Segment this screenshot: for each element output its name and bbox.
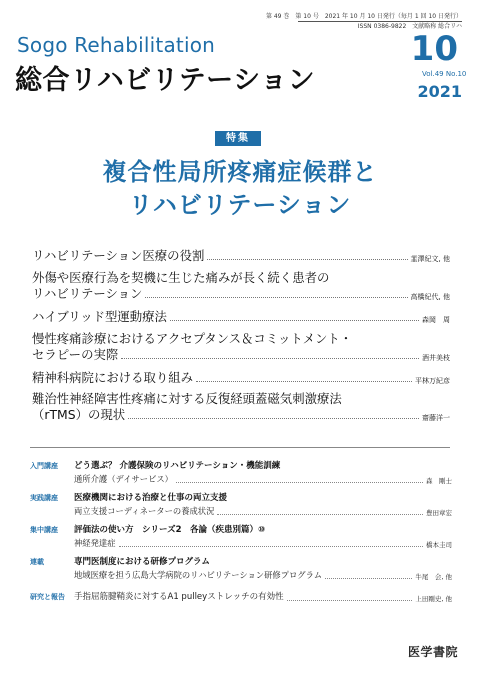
series-title: 評価法の使い方 シリーズ2 各論（疾患別篇）⑩ <box>74 525 266 535</box>
leader-dots <box>176 482 423 483</box>
leader-dots <box>119 546 424 547</box>
article-title: 難治性神経障害性疼痛に対する反復経頭蓋磁気刺激療法 <box>32 391 342 406</box>
article-title: （rTMS）の現状 <box>32 407 126 422</box>
series-subtitle: 手指屈筋腱鞘炎に対するA1 pulleyストレッチの有効性 <box>74 592 284 602</box>
article-title: リハビリテーション医療の役割 <box>32 248 205 263</box>
leader-dots <box>217 514 423 515</box>
article-title: 慢性疼痛診療におけるアクセプタンス＆コミットメント・ <box>32 331 353 346</box>
article[interactable] <box>32 331 450 363</box>
series-category: 連載 <box>30 558 44 566</box>
series-title: 医療機関における治療と仕事の両立支援 <box>74 493 228 503</box>
meta-divider <box>298 21 462 22</box>
series-category: 実践講座 <box>30 494 58 502</box>
article[interactable] <box>32 248 450 264</box>
series-title: 専門医制度における研修プログラム <box>74 557 210 567</box>
article[interactable] <box>32 391 450 423</box>
article-author: 高橋紀代, 他 <box>410 293 450 301</box>
article[interactable] <box>32 309 450 325</box>
issue-info: 第 49 巻 第 10 号 2021 年 10 月 10 日発行（毎月 1 回 10 日発行） <box>265 13 462 20</box>
series-author: 森 剛士 <box>426 477 452 485</box>
section-divider <box>30 447 450 448</box>
series-author: 橋本圭司 <box>426 541 452 549</box>
leader-dots <box>170 320 419 321</box>
feature-label: 特集 <box>215 131 261 146</box>
article-author: 平林万紀彦 <box>415 377 450 385</box>
magazine-title-jp: 総合リハビリテーション <box>15 65 316 96</box>
magazine-title-en: Sogo Rehabilitation <box>17 33 216 57</box>
article-author: 韮澤紀文, 他 <box>410 255 450 263</box>
feature-title-line2: リハビリテーション <box>128 191 352 219</box>
series-subtitle: 地域医療を担う広島大学病院のリハビリテーション研修プログラム <box>74 570 323 580</box>
leader-dots <box>287 600 413 601</box>
series-author: 豊田章宏 <box>426 509 452 517</box>
series-subtitle: 両立支援コーディネーターの養成状況 <box>74 506 215 516</box>
article-title: 精神科病院における取り組み <box>32 370 194 385</box>
publisher-name: 医学書院 <box>407 645 458 659</box>
leader-dots <box>121 358 419 359</box>
leader-dots <box>196 381 412 382</box>
issue-number: 10 <box>410 29 458 69</box>
article[interactable] <box>32 370 450 386</box>
issue-year: 2021 <box>417 82 462 101</box>
issn-info: ISSN 0386-9822 文献略称 総合リハ <box>357 23 462 30</box>
article-author: 齋藤洋一 <box>422 414 450 422</box>
leader-dots <box>128 418 419 419</box>
article-title: ハイブリッド型運動療法 <box>32 309 167 324</box>
leader-dots <box>207 259 407 260</box>
series-category: 集中講座 <box>30 526 58 534</box>
series-subtitle: 通所介護（デイサービス） <box>74 474 173 484</box>
article-title: 外傷や医療行為を契機に生じた痛みが長く続く患者の <box>32 270 330 285</box>
article-author: 酒井美枝 <box>422 354 450 362</box>
series-category: 入門講座 <box>30 462 58 470</box>
leader-dots <box>325 578 412 579</box>
series-author: 上田剛史, 他 <box>415 595 452 603</box>
series-author: 牛尾 会, 他 <box>415 573 452 581</box>
article-title: リハビリテーション <box>32 286 143 301</box>
feature-title-line1: 複合性局所疼痛症候群と <box>102 158 378 186</box>
series-title: どう選ぶ？ 介護保険のリハビリテーション・機能訓練 <box>74 461 281 471</box>
series-subtitle: 神経発達症 <box>74 538 116 548</box>
leader-dots <box>145 297 407 298</box>
article[interactable] <box>32 270 450 302</box>
volume-number: Vol.49 No.10 <box>422 70 467 78</box>
series-category: 研究と報告 <box>30 593 65 601</box>
article-title: セラピーの実際 <box>32 347 119 362</box>
article-author: 森岡 周 <box>422 316 450 324</box>
